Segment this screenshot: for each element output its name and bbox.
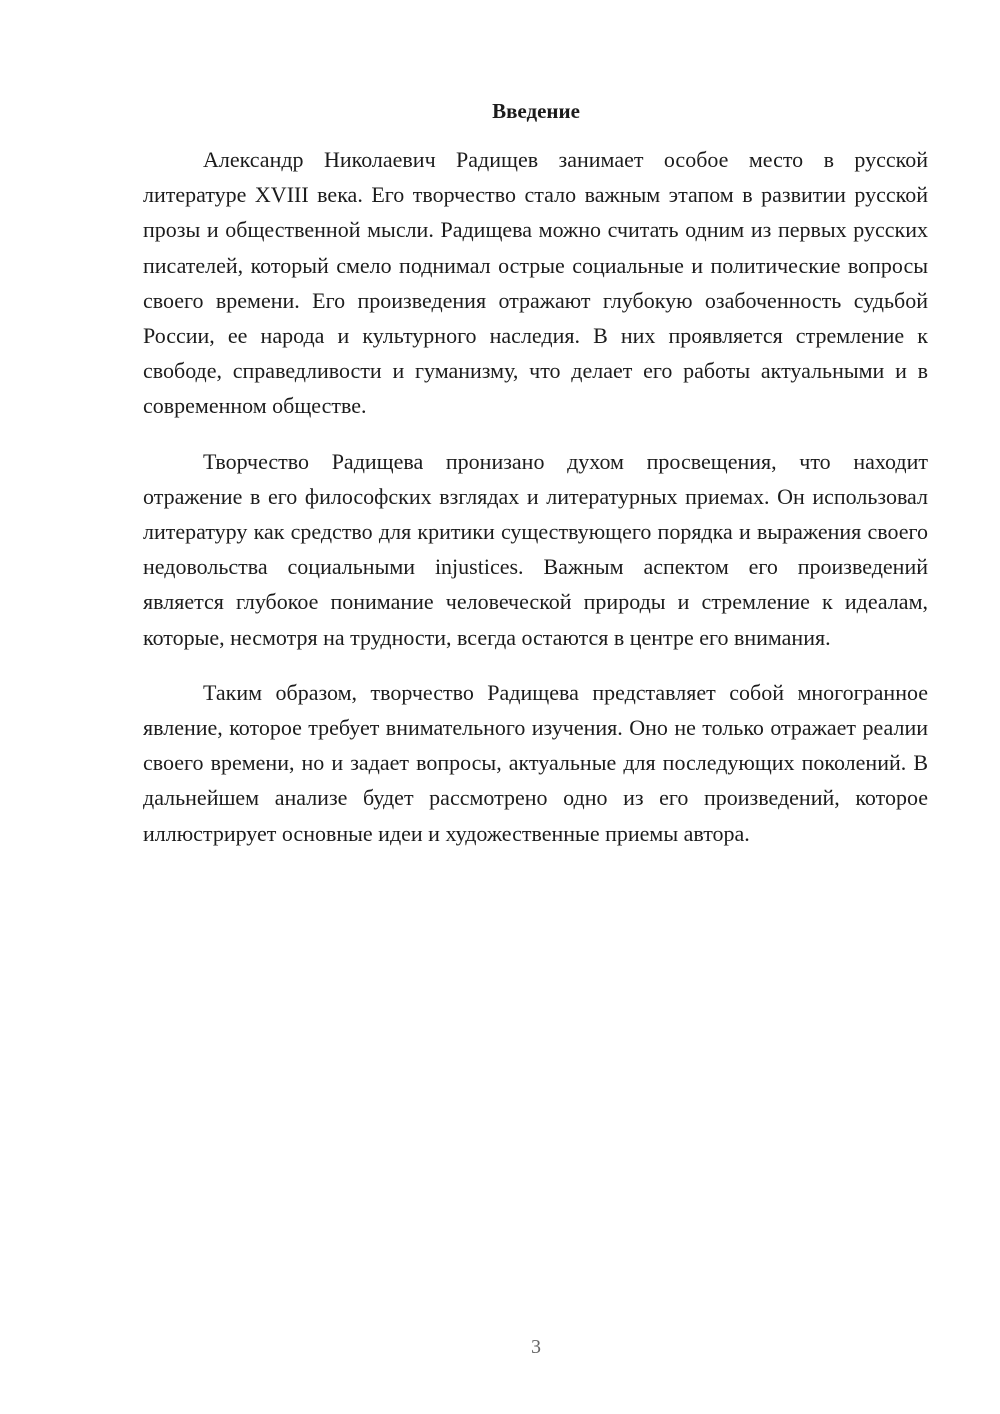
paragraph-2: Творчество Радищева пронизано духом просвещения, что находит отражение в его философских взглядах и литературных приемах. Он использовал литературу как средство для критики существующего порядка и выражения своего недовольства социальными injustices. Важным аспектом его произведений является глубокое понимание человеческой природы и стремление к идеалам, которые, несмотря на трудности, всегда остаются в центре его внимания.: [143, 448, 928, 650]
page-number: 3: [531, 1336, 541, 1358]
paragraph-3: Таким образом, творчество Радищева представляет собой многогранное явление, которое требует внимательного изучения. Оно не только отражает реалии своего времени, но и задает вопросы, актуальные для последующих поколений. В дальнейшем анализе будет рассмотрено одно из его произведений, которое иллюстрирует основные идеи и художественные приемы автора.: [143, 679, 928, 846]
document-body: [143, 142, 928, 851]
paragraph-1: Александр Николаевич Радищев занимает особое место в русской литературе XVIII века. Его творчество стало важным этапом в развитии русской прозы и общественной мысли. Радищева можно считать одним из первых русских писателей, который смело поднимал острые социальные и политические вопросы своего времени. Его произведения отражают глубокую озабоченность судьбой России, ее народа и культурного наследия. В них проявляется стремление к свободе, справедливости и гуманизму, что делает его работы актуальными и в современном обществе.: [143, 147, 928, 419]
section-title: Введение: [492, 99, 580, 123]
